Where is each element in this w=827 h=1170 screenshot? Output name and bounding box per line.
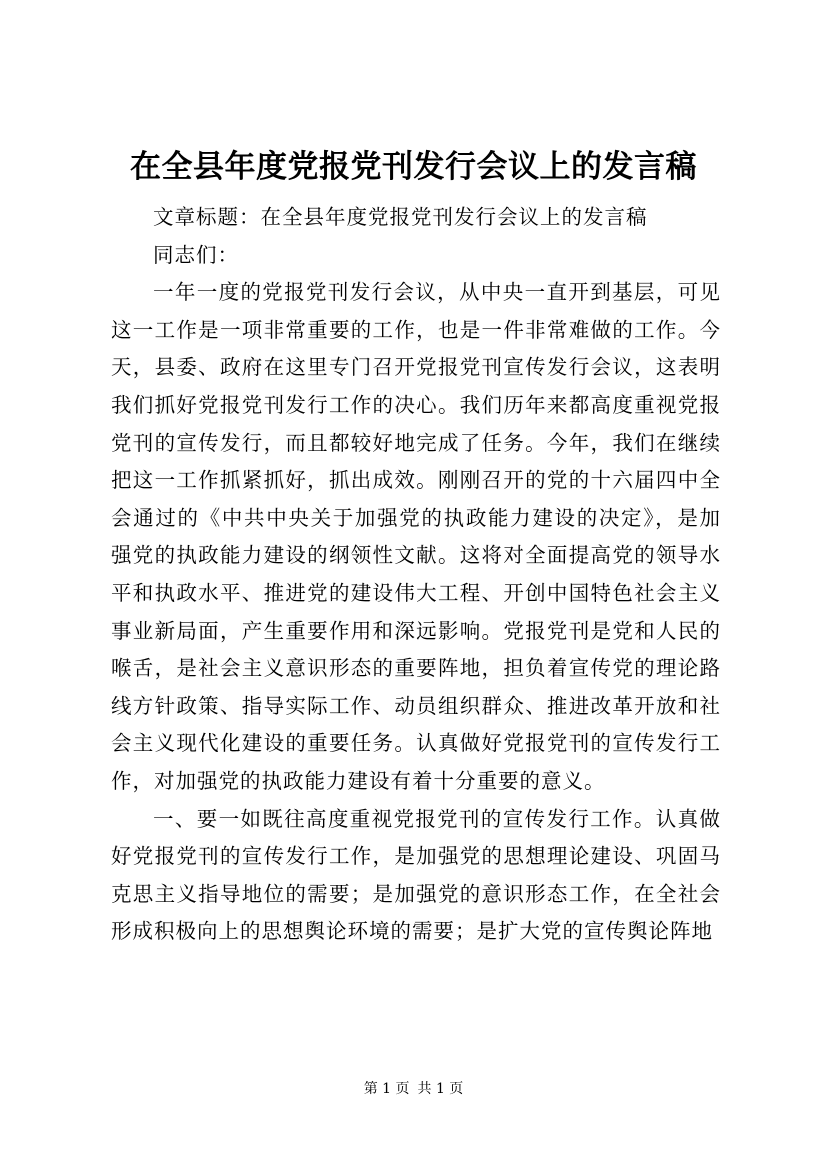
page-total: 共 1 页: [417, 1081, 464, 1097]
document-body: [111, 199, 721, 951]
paragraph-intro: 一年一度的党报党刊发行会议，从中央一直开到基层，可见这一工作是一项非常重要的工作，也是一件非常难做的工作。今天，县委、政府在这里专门召开党报党刊宣传发行会议，这表明我们抓好党报党刊发行工作的决心。我们历年来都高度重视党报党刊的宣传发行，而且都较好地完成了任务。今年，我们在继续把这一工作抓紧抓好，抓出成效。刚刚召开的党的十六届四中全会通过的《中共中央关于加强党的执政能力建设的决定》，是加强党的执政能力建设的纲领性文献。这将对全面提高党的领导水平和执政水平、推进党的建设伟大工程、开创中国特色社会主义事业新局面，产生重要作用和深远影响。党报党刊是党和人民的喉舌，是社会主义意识形态的重要阵地，担负着宣传党的理论路线方针政策、指导实际工作、动员组织群众、推进改革开放和社会主义现代化建设的重要任务。认真做好党报党刊的宣传发行工作，对加强党的执政能力建设有着十分重要的意义。: [111, 280, 721, 793]
document-title: 在全县年度党报党刊发行会议上的发言稿: [130, 149, 697, 185]
paragraph-section-one: 一、要一如既往高度重视党报党刊的宣传发行工作。认真做好党报党刊的宣传发行工作，是加强党的思想理论建设、巩固马克思主义指导地位的需要；是加强党的意识形态工作，在全社会形成积极向上的思想舆论环境的需要；是扩大党的宣传舆论阵地: [111, 806, 721, 944]
page-number: 第 1 页: [363, 1081, 410, 1097]
page-footer: [0, 1079, 827, 1099]
salutation: 同志们：: [153, 242, 239, 267]
article-title-line: 文章标题：在全县年度党报党刊发行会议上的发言稿: [153, 205, 648, 229]
